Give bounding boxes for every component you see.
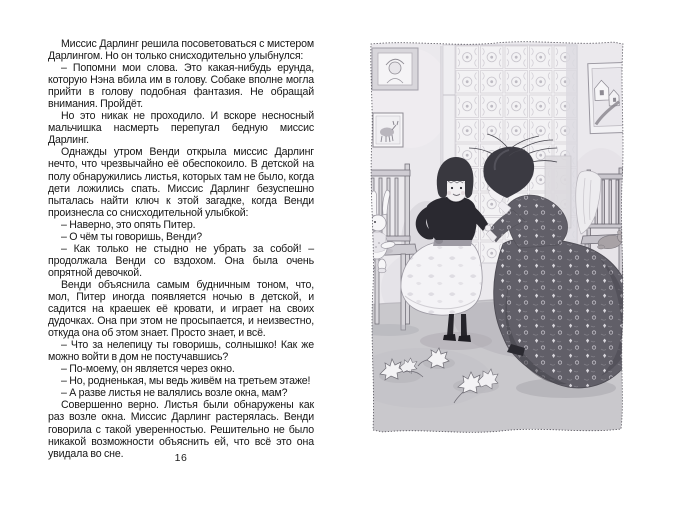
paragraph: Венди объяснила самым будничным тоном, что, мол, Питер иногда появляется ночью в детской, и садится на краешек её кровати, и играет на своих дудочках. Она при этом не просыпается, и неизвестно, откуда она об этом знает. Просто знает, и всё. [48, 278, 314, 340]
paragraph: – Что за нелепицу ты говоришь, солнышко! Как же можно войти в дом не постучавшись? [48, 339, 314, 364]
paragraph: – Как только не стыдно не убрать за собой! – продолжала Венди со вздохом. Она была очень опрятной девочкой. [48, 242, 314, 279]
paragraph: – Попомни мои слова. Это какая-нибудь ерунда, которую Нэна вбила им в голову. Собаке вполне могла прийти в голову подобная фантазия. Не обращай внимания. Пройдёт. [48, 62, 314, 111]
paragraph: – По-моему, он является через окно. [61, 363, 235, 376]
page-number: 16 [174, 452, 188, 464]
paragraph: Совершенно верно. Листья были обнаружены как раз возле окна. Миссис Дарлинг растерялась. Венди говорила с такой уверенностью. Решительно не было никакой возможности объяснить ей, что всё это она увидала во сне. [48, 399, 314, 460]
picture-frame-donkey [373, 113, 403, 147]
paragraph: Однажды утром Венди открыла миссис Дарлинг нечто, что чрезвычайно её обеспокоило. В детской на полу обнаружились листья, которых там не было, когда дети ложились спать. Миссис Дарлинг безуспешно пыталась найти ключ к этой загадке, когда Венди произнесла со снисходительной улыбкой: [48, 146, 314, 219]
paragraph: – О чём ты говоришь, Венди? [61, 230, 202, 243]
paragraph: Миссис Дарлинг решила посоветоваться с мистером Дарлингом. Но он только снисходительно улыбнулся: [48, 38, 314, 63]
paragraph: – Наверно, это опять Питер. [61, 218, 196, 231]
picture-frame-portrait [372, 48, 418, 90]
nursery-illustration [361, 38, 631, 436]
paragraph: – Но, родненькая, мы ведь живём на третьем этаже! [61, 375, 311, 388]
left-page-text [48, 38, 314, 460]
paragraph: – А разве листья не валялись возле окна, мам? [61, 387, 288, 400]
paragraph: Но это никак не проходило. И вскоре несносный мальчишка насмерть перепугал бедную миссис Дарлинг. [48, 110, 314, 147]
